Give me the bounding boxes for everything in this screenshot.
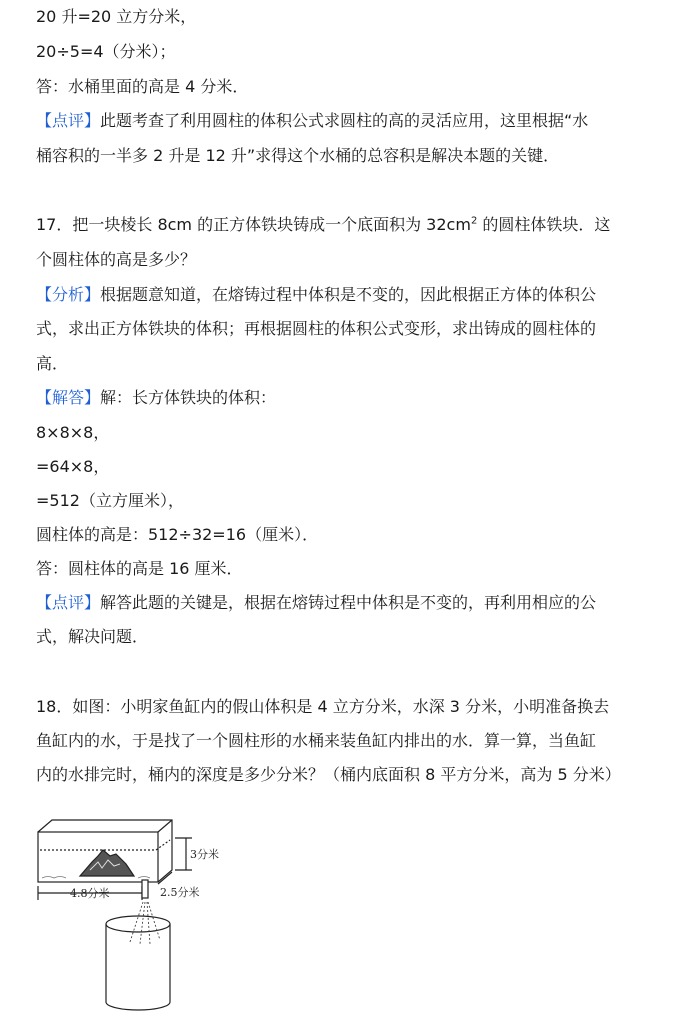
tank-edge: [158, 820, 172, 832]
text-line: 个圆柱体的高是多少？: [36, 250, 197, 269]
answer-text: 解：长方体铁块的体积：: [100, 388, 277, 407]
text-line: 桶容积的一半多 2 升是 12 升”求得这个水桶的总容积是解决本题的关键．: [36, 146, 560, 165]
text-line: 20÷5=4（分米）；: [36, 42, 176, 61]
rockery-icon: [80, 850, 134, 876]
stem-text: 17．把一块棱长 8cm 的正方体铁块铸成一个底面积为 32cm: [36, 215, 471, 234]
width-label: 2.5分米: [160, 886, 200, 899]
gravel: [42, 877, 150, 879]
comment-tag: 【点评】: [36, 593, 101, 612]
comment-line: [36, 110, 588, 132]
text-line: 圆柱体的高是：512÷32=16（厘米）．: [36, 525, 319, 544]
comment-text: 此题考查了利用圆柱的体积公式求圆柱的高的灵活应用，这里根据“水: [100, 111, 589, 130]
text-line: 鱼缸内的水，于是找了一个圆柱形的水桶来装鱼缸内排出的水．算一算，当鱼缸: [36, 731, 597, 750]
length-label: 4.8分米: [70, 887, 110, 900]
comment-text: 解答此题的关键是，根据在熔铸过程中体积是不变的，再利用相应的公: [100, 593, 597, 612]
comment-tag: 【点评】: [36, 111, 101, 130]
question-17-stem: [36, 214, 610, 236]
comment-line: [36, 592, 596, 614]
question-18-stem: 18．如图：小明家鱼缸内的假山体积是 4 立方分米，水深 3 分米，小明准备换去: [36, 697, 610, 716]
superscript: 2: [470, 215, 478, 227]
fish-tank-figure: [30, 812, 260, 1022]
text-line: 8×8×8，: [36, 423, 110, 442]
analysis-text: 根据题意知道，在熔铸过程中体积是不变的，因此根据正方体的体积公: [100, 285, 597, 304]
water-stream: [130, 902, 160, 944]
analysis-line: [36, 284, 596, 306]
text-line: 20 升=20 立方分米，: [36, 7, 197, 26]
text-line: 内的水排完时，桶内的深度是多少分米？（桶内底面积 8 平方分米，高为 5 分米）: [36, 765, 621, 784]
drain-pipe: [142, 880, 148, 898]
text-line: 答：圆柱体的高是 16 厘米．: [36, 559, 243, 578]
text-line: =64×8，: [36, 457, 110, 476]
bucket-bottom: [106, 1002, 170, 1010]
answer-line: [36, 387, 276, 409]
text-line: 高．: [36, 354, 69, 373]
water-line: [40, 840, 170, 850]
depth-label: 3分米: [190, 848, 219, 861]
answer-tag: 【解答】: [36, 388, 101, 407]
analysis-tag: 【分析】: [36, 285, 101, 304]
width-dimension-line: [158, 872, 172, 884]
text-line: =512（立方厘米），: [36, 491, 184, 510]
text-line: 答：水桶里面的高是 4 分米．: [36, 77, 249, 96]
stem-text: 的圆柱体铁块．这: [477, 215, 611, 234]
text-line: 式，解决问题．: [36, 627, 149, 646]
text-line: 式，求出正方体铁块的体积；再根据圆柱的体积公式变形，求出铸成的圆柱体的: [36, 319, 597, 338]
